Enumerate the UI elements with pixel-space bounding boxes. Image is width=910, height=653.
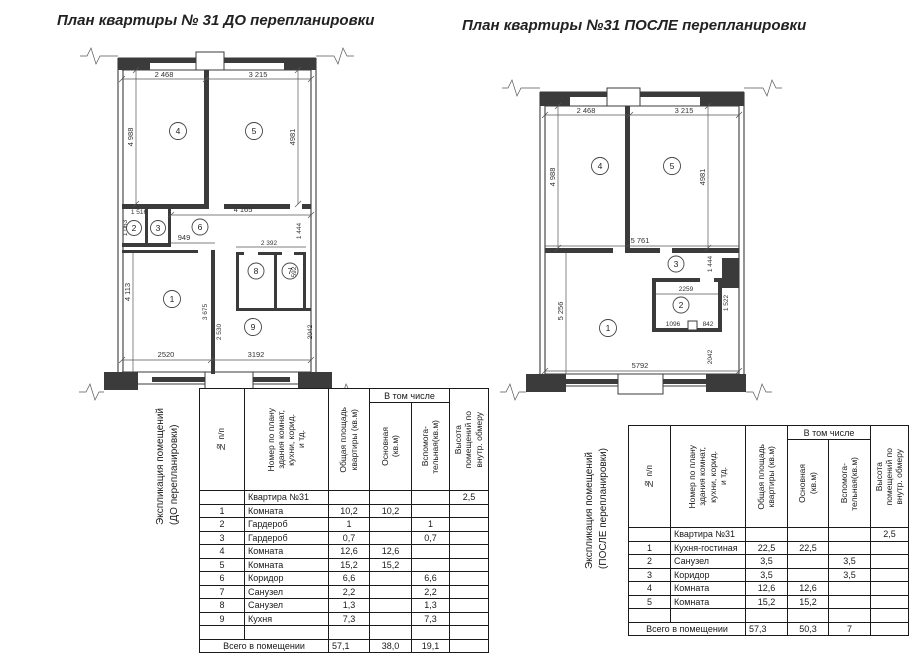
table-cell xyxy=(629,528,671,542)
svg-text:7: 7 xyxy=(287,266,293,276)
table-cell: 1 xyxy=(629,541,671,555)
svg-text:8: 8 xyxy=(253,266,259,276)
table-cell: 10,2 xyxy=(329,504,370,518)
table-cell: 5 xyxy=(200,558,245,572)
room-number xyxy=(245,319,262,336)
dim-label: 2 468 xyxy=(576,106,596,115)
plan-title-after: План квартиры №31 ПОСЛЕ перепланировки xyxy=(462,17,807,34)
room-number xyxy=(170,123,187,140)
vent-shaft xyxy=(688,321,697,330)
dim-label: 3 675 xyxy=(202,303,209,321)
table-cell xyxy=(329,626,370,640)
total-height-value xyxy=(871,622,909,636)
svg-text:2: 2 xyxy=(131,223,137,233)
col-header-main: Основная (кв.м) xyxy=(370,403,412,491)
dim-label: 5792 xyxy=(631,361,649,370)
window xyxy=(224,58,284,63)
dim-label: 4 988 xyxy=(126,127,135,147)
table-row xyxy=(629,582,909,596)
wall-break-symbols xyxy=(79,48,357,400)
room-number xyxy=(248,263,264,279)
svg-text:5: 5 xyxy=(251,126,257,136)
col-header-including: В том числе xyxy=(370,389,450,403)
total-row xyxy=(629,622,909,636)
svg-text:1: 1 xyxy=(605,323,611,333)
table-cell xyxy=(871,595,909,609)
room-number xyxy=(192,219,208,235)
dim-label: 4 165 xyxy=(233,205,253,214)
dimension-labels xyxy=(122,70,314,359)
table-cell: 1 xyxy=(329,518,370,532)
room-number xyxy=(673,297,689,313)
table-cell: 15,2 xyxy=(746,595,788,609)
table-row xyxy=(629,555,909,569)
table-footer xyxy=(200,639,489,653)
dim-label: 1096 xyxy=(665,321,681,328)
dim-label: 2042 xyxy=(707,349,714,365)
table-cell: 1 xyxy=(200,504,245,518)
table-cell xyxy=(450,504,489,518)
floorplan-before xyxy=(79,48,357,400)
table-cell: 12,6 xyxy=(329,545,370,559)
table-cell: Гардероб xyxy=(245,531,329,545)
table-row xyxy=(200,531,489,545)
table-cell xyxy=(370,531,412,545)
table-cell xyxy=(200,491,245,505)
table-cell: 3,5 xyxy=(746,568,788,582)
table-cell xyxy=(412,504,450,518)
dim-label: 1 444 xyxy=(296,222,303,240)
svg-text:9: 9 xyxy=(250,322,256,332)
table-cell: 6,6 xyxy=(329,572,370,586)
table-cell: 0,7 xyxy=(412,531,450,545)
dim-label: 949 xyxy=(177,233,191,242)
col-header-name: Номер по плану здания комнат, кухни, корид. и тд. xyxy=(245,389,329,491)
table-cell xyxy=(370,626,412,640)
dim-label: 4 988 xyxy=(548,167,557,187)
table-footer xyxy=(629,622,909,636)
room-number xyxy=(151,221,166,236)
table-cell: 12,6 xyxy=(788,582,829,596)
table-cell xyxy=(412,558,450,572)
table-cell: 7 xyxy=(200,585,245,599)
table-cell: Комната xyxy=(671,595,746,609)
table-row xyxy=(200,599,489,613)
table-cell: 2 xyxy=(200,518,245,532)
table-cell xyxy=(370,585,412,599)
total-aux-value: 7 xyxy=(829,622,871,636)
window xyxy=(150,58,196,63)
table-cell: 4 xyxy=(629,582,671,596)
table-cell: 2,2 xyxy=(412,585,450,599)
col-header-total-area: Общая площадь квартиры (кв.м) xyxy=(329,389,370,491)
table-cell xyxy=(200,626,245,640)
table-cell: Комната xyxy=(671,582,746,596)
dim-label: 4 113 xyxy=(123,282,132,302)
col-header-height: Высота помещений по внутр. обмеру xyxy=(871,426,909,528)
table-cell xyxy=(450,545,489,559)
table-cell xyxy=(450,585,489,599)
table-row xyxy=(200,518,489,532)
table-cell xyxy=(829,609,871,623)
table-cell: Комната xyxy=(245,558,329,572)
table-cell: Санузел xyxy=(671,555,746,569)
side-label-line: Экспликация помещений xyxy=(584,451,595,569)
table-cell xyxy=(788,555,829,569)
table-cell: Санузел xyxy=(245,585,329,599)
explication-table-after xyxy=(628,425,909,636)
table-row xyxy=(200,626,489,640)
dim-label: 4981 xyxy=(288,128,297,146)
table-cell xyxy=(370,572,412,586)
total-area-value: 57,1 xyxy=(329,639,370,653)
room-number xyxy=(246,123,263,140)
table-cell: 1 xyxy=(412,518,450,532)
table-row xyxy=(629,541,909,555)
table-row xyxy=(200,558,489,572)
room-number xyxy=(668,256,684,272)
explication-label-after xyxy=(585,448,610,569)
table-cell: Комната xyxy=(245,504,329,518)
table-cell: 15,2 xyxy=(329,558,370,572)
interior-walls xyxy=(545,106,739,332)
dim-label: 3 215 xyxy=(248,70,268,79)
table-row xyxy=(200,572,489,586)
table-body xyxy=(200,491,489,640)
dim-label: 3192 xyxy=(247,350,265,359)
total-label: Всего в помещении xyxy=(200,639,329,653)
table-cell: 2,5 xyxy=(450,491,489,505)
dim-label: 2 530 xyxy=(216,323,223,341)
table-cell xyxy=(746,609,788,623)
table-row xyxy=(629,568,909,582)
table-cell: 12,6 xyxy=(370,545,412,559)
table-cell xyxy=(829,595,871,609)
table-cell xyxy=(370,599,412,613)
window xyxy=(640,92,700,97)
table-cell: 7,3 xyxy=(412,612,450,626)
total-row xyxy=(200,639,489,653)
table-cell xyxy=(412,491,450,505)
total-label: Всего в помещении xyxy=(629,622,746,636)
table-row xyxy=(200,612,489,626)
table-cell xyxy=(746,528,788,542)
svg-text:5: 5 xyxy=(669,161,675,171)
table-row xyxy=(200,491,489,505)
dim-label: 1 516 xyxy=(130,209,148,216)
dim-label: 592 xyxy=(291,266,298,278)
table-cell: 15,2 xyxy=(788,595,829,609)
table-row xyxy=(200,504,489,518)
table-cell: 22,5 xyxy=(788,541,829,555)
table-cell: 3,5 xyxy=(746,555,788,569)
total-aux-value: 19,1 xyxy=(412,639,450,653)
table-cell: Комната xyxy=(245,545,329,559)
dim-label: 1 444 xyxy=(707,255,714,273)
table-row xyxy=(629,595,909,609)
table-cell xyxy=(829,541,871,555)
table-row xyxy=(200,585,489,599)
table-cell xyxy=(450,612,489,626)
table-cell: 4 xyxy=(200,545,245,559)
table-cell: 3,5 xyxy=(829,555,871,569)
table-cell: 2 xyxy=(629,555,671,569)
table-cell xyxy=(450,626,489,640)
table-cell xyxy=(370,612,412,626)
table-cell: 8 xyxy=(200,599,245,613)
table-row xyxy=(629,528,909,542)
col-header-including: В том числе xyxy=(788,426,871,440)
col-header-name: Номер по плану здания комнат, кухни, корид. и тд. xyxy=(671,426,746,528)
table-cell: 3 xyxy=(200,531,245,545)
table-cell xyxy=(788,609,829,623)
col-header-aux: Вспомога- тельная(кв.м) xyxy=(829,440,871,528)
dim-label: 5 761 xyxy=(630,236,650,245)
dim-label: 2 392 xyxy=(260,240,278,247)
table-cell xyxy=(871,555,909,569)
table-cell xyxy=(788,568,829,582)
table-cell xyxy=(829,528,871,542)
table-cell: 10,2 xyxy=(370,504,412,518)
table-cell xyxy=(871,609,909,623)
dim-label: 3 215 xyxy=(674,106,694,115)
table-cell xyxy=(370,491,412,505)
room-numbers xyxy=(592,158,690,337)
svg-text:2: 2 xyxy=(678,300,684,310)
table-cell: Коридор xyxy=(671,568,746,582)
dim-label: 2042 xyxy=(307,324,314,340)
dim-label: 5 256 xyxy=(556,301,565,321)
table-cell xyxy=(671,609,746,623)
svg-text:6: 6 xyxy=(197,222,203,232)
table-cell: 12,6 xyxy=(746,582,788,596)
explication-label-before xyxy=(156,408,181,525)
col-header-main: Основная (кв.м) xyxy=(788,440,829,528)
table-row xyxy=(629,609,909,623)
table-cell xyxy=(829,582,871,596)
table-cell: Квартира №31 xyxy=(245,491,329,505)
table-cell: 1,3 xyxy=(412,599,450,613)
room-number xyxy=(164,291,181,308)
svg-text:3: 3 xyxy=(155,223,161,233)
explication-table-before xyxy=(199,388,489,653)
table-header xyxy=(629,426,909,528)
room-number xyxy=(600,320,617,337)
table-cell: 22,5 xyxy=(746,541,788,555)
table-cell xyxy=(450,518,489,532)
table-cell: 6 xyxy=(200,572,245,586)
dim-label: 2259 xyxy=(678,286,694,293)
col-header-height: Высота помещений по внутр. обмеру xyxy=(450,389,489,491)
table-cell xyxy=(412,626,450,640)
table-cell xyxy=(329,491,370,505)
table-cell: Гардероб xyxy=(245,518,329,532)
side-label-line: Экспликация помещений xyxy=(155,408,166,525)
table-body xyxy=(629,528,909,623)
table-cell: 15,2 xyxy=(370,558,412,572)
window xyxy=(663,379,706,384)
table-cell xyxy=(629,609,671,623)
window xyxy=(253,377,290,382)
window xyxy=(566,379,618,384)
room-number xyxy=(664,158,681,175)
dim-label: 1 063 xyxy=(122,219,129,237)
plan-title-before: План квартиры № 31 ДО перепланировки xyxy=(57,12,375,29)
table-cell xyxy=(450,531,489,545)
table-cell: 0,7 xyxy=(329,531,370,545)
table-cell xyxy=(245,626,329,640)
table-cell xyxy=(871,541,909,555)
svg-text:3: 3 xyxy=(673,259,679,269)
table-cell xyxy=(450,558,489,572)
table-header xyxy=(200,389,489,491)
table-cell: 2,2 xyxy=(329,585,370,599)
col-header-num: № п/п xyxy=(200,389,245,491)
table-cell: Квартира №31 xyxy=(671,528,746,542)
col-header-total-area: Общая площадь квартиры (кв.м) xyxy=(746,426,788,528)
table-cell xyxy=(788,528,829,542)
table-cell: 9 xyxy=(200,612,245,626)
total-main-value: 50,3 xyxy=(788,622,829,636)
table-cell xyxy=(370,518,412,532)
table-cell: Санузел xyxy=(245,599,329,613)
total-height-value xyxy=(450,639,489,653)
side-label-line: (ПОСЛЕ перепланировки) xyxy=(597,448,609,569)
svg-text:4: 4 xyxy=(597,161,603,171)
col-header-aux: Вспомога- тельная(кв.м) xyxy=(412,403,450,491)
table-cell: 2,5 xyxy=(871,528,909,542)
table-cell: 3,5 xyxy=(829,568,871,582)
table-cell: Кухня-гостиная xyxy=(671,541,746,555)
svg-text:4: 4 xyxy=(175,126,181,136)
svg-text:1: 1 xyxy=(169,294,175,304)
table-cell: 7,3 xyxy=(329,612,370,626)
window xyxy=(152,377,205,382)
side-label-line: (ДО перепланировки) xyxy=(168,424,180,525)
table-cell xyxy=(871,582,909,596)
total-area-value: 57,3 xyxy=(746,622,788,636)
table-cell xyxy=(450,599,489,613)
dim-label: 1 522 xyxy=(723,294,730,312)
table-cell xyxy=(412,545,450,559)
table-cell: Коридор xyxy=(245,572,329,586)
table-row xyxy=(200,545,489,559)
dim-label: 2 468 xyxy=(154,70,174,79)
table-cell xyxy=(871,568,909,582)
dim-label: 2520 xyxy=(157,350,175,359)
floorplan-after xyxy=(500,80,782,400)
table-cell: Кухня xyxy=(245,612,329,626)
window xyxy=(570,92,607,97)
total-main-value: 38,0 xyxy=(370,639,412,653)
table-cell: 3 xyxy=(629,568,671,582)
room-number xyxy=(592,158,609,175)
table-cell: 6,6 xyxy=(412,572,450,586)
col-header-num: № п/п xyxy=(629,426,671,528)
table-cell: 1,3 xyxy=(329,599,370,613)
dim-label: 842 xyxy=(702,321,714,328)
table-cell xyxy=(450,572,489,586)
dim-label: 4981 xyxy=(698,168,707,186)
table-cell: 5 xyxy=(629,595,671,609)
